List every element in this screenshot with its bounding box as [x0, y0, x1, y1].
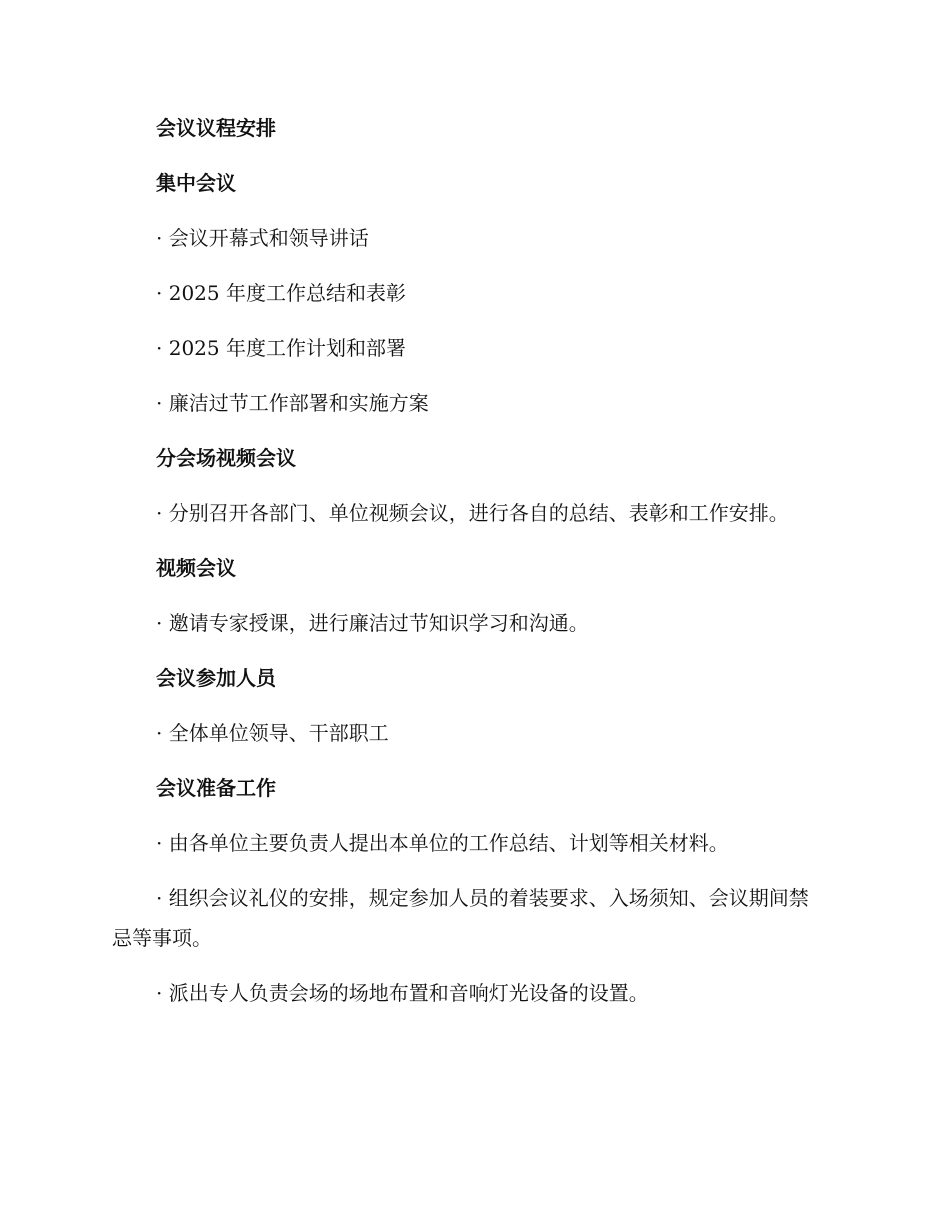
- heading-preparation: 会议准备工作: [156, 776, 276, 800]
- item-opening: · 会议开幕式和领导讲话: [156, 226, 369, 250]
- item-venue: · 派出专人负责会场的场地布置和音响灯光设备的设置。: [156, 981, 649, 1005]
- item-etiquette: · 组织会议礼仪的安排，规定参加人员的着装要求、入场须知、会议期间禁忌等事项。: [112, 886, 809, 950]
- item-summary: · 2025 年度工作总结和表彰: [156, 281, 406, 305]
- heading-plenary: 集中会议: [156, 171, 236, 195]
- item-integrity: · 廉洁过节工作部署和实施方案: [156, 391, 429, 415]
- item-branch-meetings: · 分别召开各部门、单位视频会议，进行各自的总结、表彰和工作安排。: [156, 501, 789, 525]
- item-plan: · 2025 年度工作计划和部署: [156, 336, 406, 360]
- item-materials: · 由各单位主要负责人提出本单位的工作总结、计划等相关材料。: [156, 831, 729, 855]
- item-expert-lecture: · 邀请专家授课，进行廉洁过节知识学习和沟通。: [156, 611, 589, 635]
- document-body: [112, 108, 824, 1028]
- heading-attendees: 会议参加人员: [156, 666, 276, 690]
- heading-agenda: 会议议程安排: [156, 116, 276, 140]
- heading-video: 视频会议: [156, 556, 236, 580]
- heading-branch-video: 分会场视频会议: [156, 446, 296, 470]
- item-all-staff: · 全体单位领导、干部职工: [156, 721, 389, 745]
